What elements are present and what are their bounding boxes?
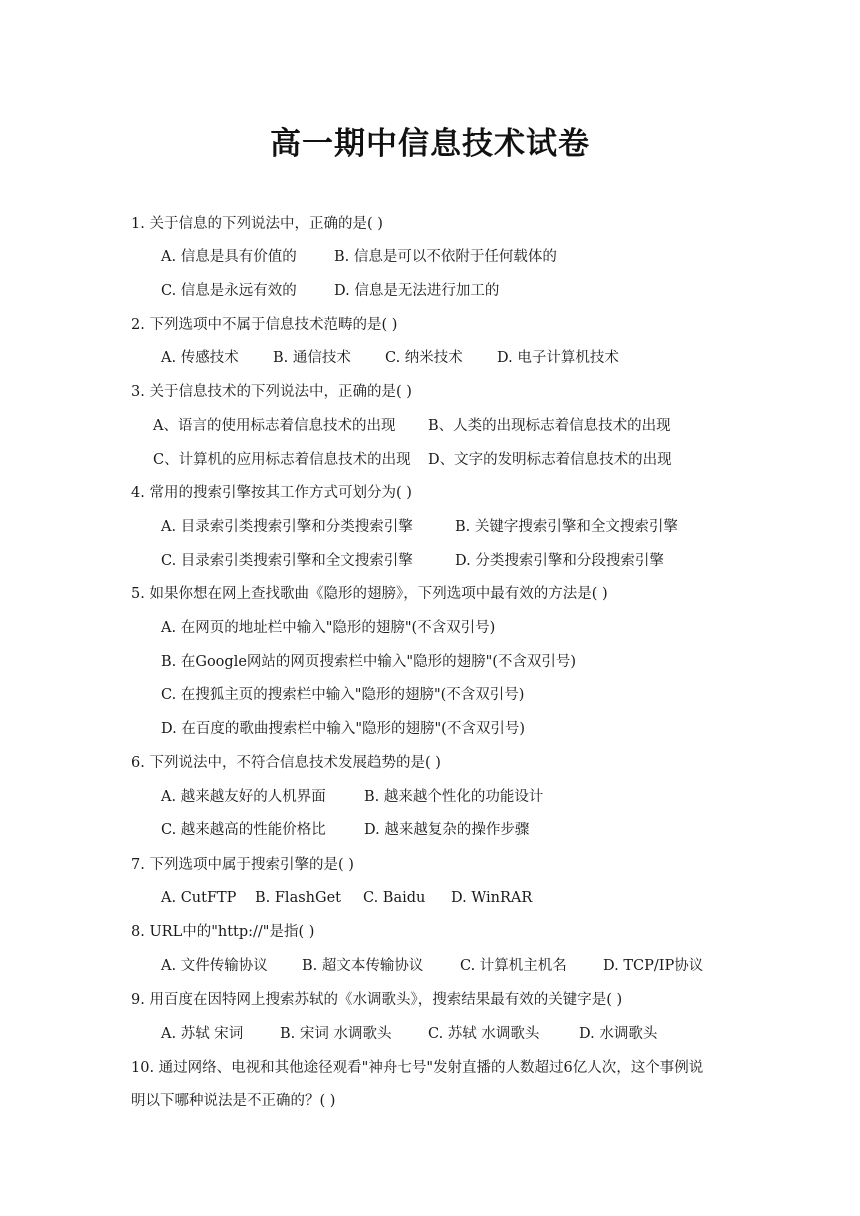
q4-option-b: B. 关键字搜索引擎和全文搜索引擎 xyxy=(455,519,678,535)
question-4-options-row-2 xyxy=(161,551,664,571)
question-7-stem: 7. 下列选项中属于搜索引擎的是( ) xyxy=(131,857,354,873)
q6-option-d: D. 越来越复杂的操作步骤 xyxy=(364,822,530,838)
q7-option-c: C. Baidu xyxy=(363,890,426,906)
question-10-stem-continued: 明以下哪种说法是不正确的？( ) xyxy=(131,1093,336,1109)
q2-option-d: D. 电子计算机技术 xyxy=(497,350,619,366)
q7-option-b: B. FlashGet xyxy=(255,890,341,906)
q2-option-a: A. 传感技术 xyxy=(161,350,239,366)
question-3-options-row-2 xyxy=(153,450,672,470)
question-3-stem: 3. 关于信息技术的下列说法中，正确的是( ) xyxy=(131,384,412,400)
question-2-stem: 2. 下列选项中不属于信息技术范畴的是( ) xyxy=(131,317,398,333)
question-1-options-row-1 xyxy=(161,247,557,267)
q6-option-c: C. 越来越高的性能价格比 xyxy=(161,822,326,838)
question-8-options-row-1 xyxy=(161,956,703,976)
q7-option-d: D. WinRAR xyxy=(451,890,533,906)
q3-option-d: D、文字的发明标志着信息技术的出现 xyxy=(428,452,672,468)
q4-option-d: D. 分类搜索引擎和分段搜索引擎 xyxy=(455,553,664,569)
question-4-stem: 4. 常用的搜索引擎按其工作方式可划分为( ) xyxy=(131,485,412,501)
q1-option-d: D. 信息是无法进行加工的 xyxy=(334,283,500,299)
question-3-options-row-1 xyxy=(153,416,671,436)
q3-option-b: B、人类的出现标志着信息技术的出现 xyxy=(428,418,671,434)
q6-option-b: B. 越来越个性化的功能设计 xyxy=(364,789,544,805)
q5-option-b: B. 在Google网站的网页搜索栏中输入"隐形的翅膀"(不含双引号) xyxy=(161,654,577,670)
question-1-options-row-2 xyxy=(161,281,499,301)
q5-option-d: D. 在百度的歌曲搜索栏中输入"隐形的翅膀"(不含双引号) xyxy=(161,721,525,737)
question-6-options-row-2 xyxy=(161,820,529,840)
q1-option-b: B. 信息是可以不依附于任何载体的 xyxy=(334,249,557,265)
q6-option-a: A. 越来越友好的人机界面 xyxy=(161,789,326,805)
question-5-stem: 5. 如果你想在网上查找歌曲《隐形的翅膀》，下列选项中最有效的方法是( ) xyxy=(131,586,608,602)
question-7-options-row-1 xyxy=(161,888,532,908)
q2-option-b: B. 通信技术 xyxy=(273,350,351,366)
question-2-options-row-1 xyxy=(161,348,619,368)
question-10-stem: 10. 通过网络、电视和其他途径观看"神舟七号"发射直播的人数超过6亿人次，这个事例说 xyxy=(131,1060,704,1076)
q3-option-a: A、语言的使用标志着信息技术的出现 xyxy=(153,418,396,434)
q9-option-a: A. 苏轼 宋词 xyxy=(161,1026,244,1042)
question-6-options-row-1 xyxy=(161,787,543,807)
question-1-stem: 1. 关于信息的下列说法中，正确的是( ) xyxy=(131,216,383,232)
q9-option-c: C. 苏轼 水调歌头 xyxy=(428,1026,540,1042)
q7-option-a: A. CutFTP xyxy=(161,890,237,906)
q9-option-d: D. 水调歌头 xyxy=(579,1026,658,1042)
page-title: 高一期中信息技术试卷 xyxy=(270,126,590,162)
question-6-stem: 6. 下列说法中，不符合信息技术发展趋势的是( ) xyxy=(131,755,441,771)
q4-option-a: A. 目录索引类搜索引擎和分类搜索引擎 xyxy=(161,519,413,535)
q1-option-c: C. 信息是永远有效的 xyxy=(161,283,297,299)
q5-option-c: C. 在搜狐主页的搜索栏中输入"隐形的翅膀"(不含双引号) xyxy=(161,687,525,703)
q8-option-c: C. 计算机主机名 xyxy=(460,958,567,974)
q8-option-d: D. TCP/IP协议 xyxy=(603,958,704,974)
q3-option-c: C、计算机的应用标志着信息技术的出现 xyxy=(153,452,411,468)
q8-option-a: A. 文件传输协议 xyxy=(161,958,268,974)
q8-option-b: B. 超文本传输协议 xyxy=(302,958,424,974)
question-9-stem: 9. 用百度在因特网上搜索苏轼的《水调歌头》，搜索结果最有效的关键字是( ) xyxy=(131,992,623,1008)
question-4-options-row-1 xyxy=(161,517,678,537)
q1-option-a: A. 信息是具有价值的 xyxy=(161,249,297,265)
q5-option-a: A. 在网页的地址栏中输入"隐形的翅膀"(不含双引号) xyxy=(161,620,496,636)
question-9-options-row-1 xyxy=(161,1024,657,1044)
q9-option-b: B. 宋词 水调歌头 xyxy=(280,1026,392,1042)
q4-option-c: C. 目录索引类搜索引擎和全文搜索引擎 xyxy=(161,553,413,569)
question-8-stem: 8. URL中的"http://"是指( ) xyxy=(131,924,315,940)
q2-option-c: C. 纳米技术 xyxy=(385,350,463,366)
